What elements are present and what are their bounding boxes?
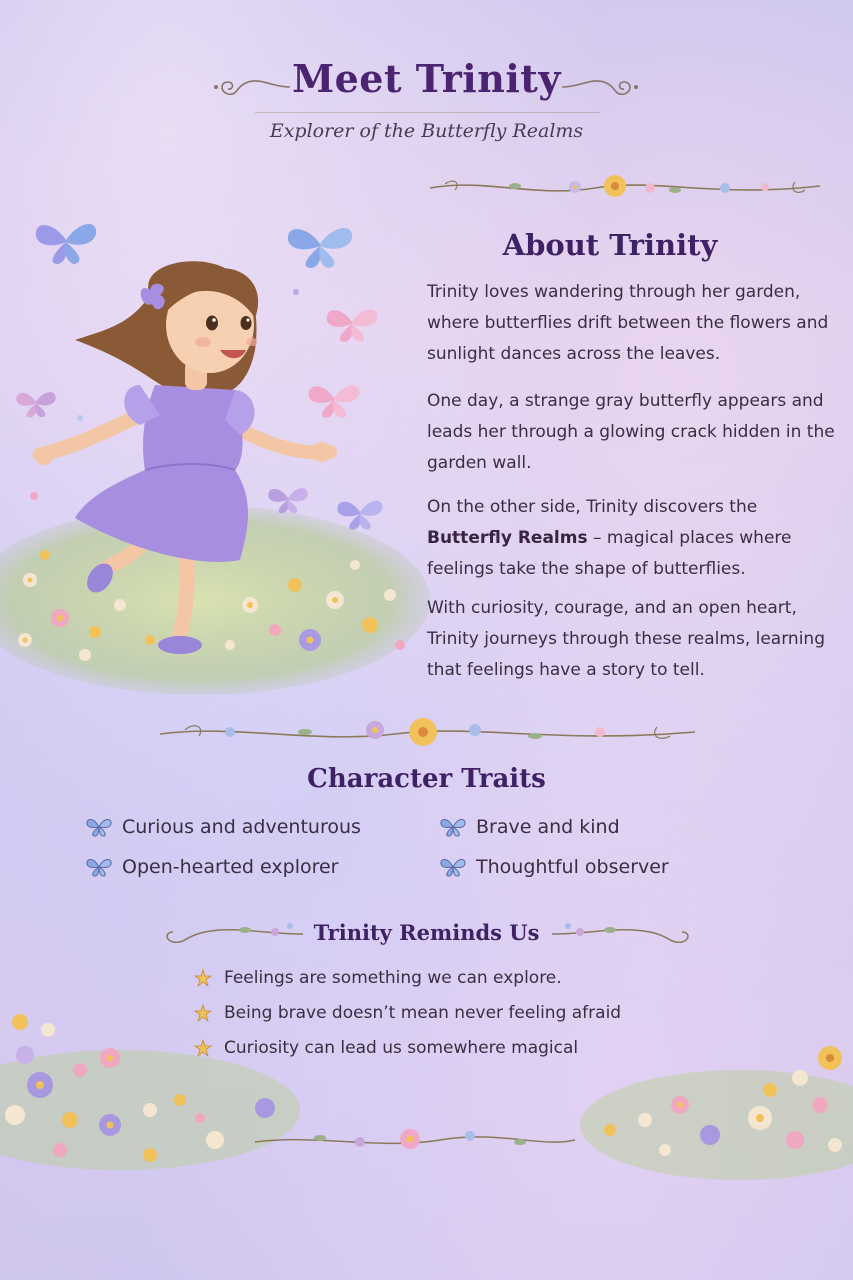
trait-item [438, 816, 620, 838]
flower-icon [192, 969, 214, 987]
page-title: Meet Trinity [292, 56, 561, 101]
trait-item [438, 856, 669, 878]
about-heading: About Trinity [502, 228, 718, 262]
about-paragraph-4: With curiosity, courage, and an open heart, Trinity journeys through these realms, learning that feelings have a story to tell. [427, 598, 825, 680]
butterfly-icon [84, 816, 114, 838]
trait-item [84, 816, 361, 838]
reminder-item [192, 968, 562, 988]
about-paragraph-1: Trinity loves wandering through her garden, where butterflies drift between the flowers and sunlight dances across the leaves. [427, 282, 829, 364]
butterfly-icon [438, 816, 468, 838]
butterfly-realms-emphasis: Butterfly Realms [427, 528, 588, 548]
page-subtitle: Explorer of the Butterfly Realms [269, 120, 584, 142]
trait-label: Curious and adventurous [122, 816, 361, 838]
butterfly-icon [84, 856, 114, 878]
trait-item [84, 856, 339, 878]
bottom-vine-divider [250, 1122, 580, 1158]
butterfly-icon [438, 856, 468, 878]
about-paragraph-2: One day, a strange gray butterfly appears and leads her through a glowing crack hidden in the garden wall. [427, 391, 835, 473]
reminder-text: Curiosity can lead us somewhere magical [224, 1038, 579, 1058]
trait-label: Thoughtful observer [476, 856, 669, 878]
about-paragraph-3: On the other side, Trinity discovers the Butterfly Realms – magical places where feelings take the shape of butterflies. [427, 497, 792, 579]
reminder-text: Being brave doesn’t mean never feeling afraid [224, 1003, 622, 1023]
trait-label: Brave and kind [476, 816, 620, 838]
floral-divider-top [425, 170, 825, 206]
trait-label: Open-hearted explorer [122, 856, 339, 878]
title-divider [255, 112, 600, 113]
traits-heading: Character Traits [307, 764, 546, 794]
bottom-flowers-right [570, 1030, 853, 1190]
trinity-illustration [0, 200, 430, 700]
floral-divider-middle [155, 712, 700, 754]
reminder-text: Feelings are something we can explore. [224, 968, 562, 988]
bottom-flowers-left [0, 1000, 320, 1190]
reminds-heading: Trinity Reminds Us [313, 920, 540, 945]
